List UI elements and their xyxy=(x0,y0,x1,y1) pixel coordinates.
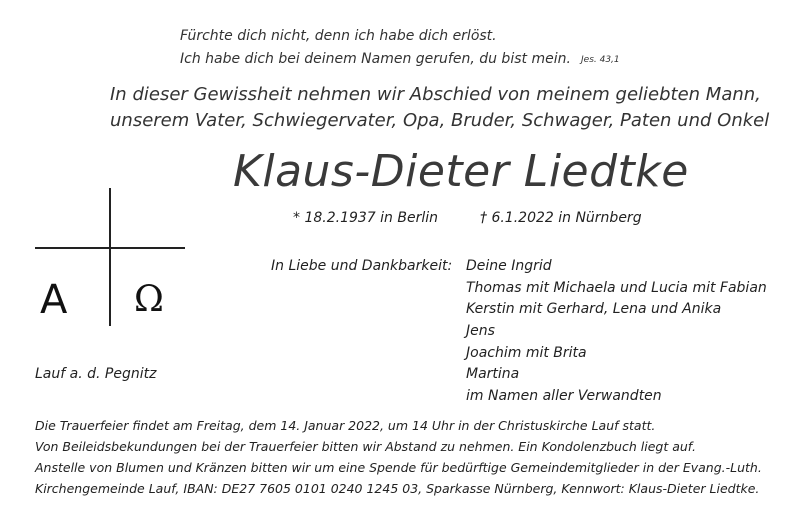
footer-line: Die Trauerfeier findet am Freitag, dem 14. Januar 2022, um 14 Uhr in der Christuskirche Lauf statt. xyxy=(35,418,656,433)
mourner-item: im Namen aller Verwandten xyxy=(466,388,662,404)
deceased-name: Klaus-Dieter Liedtke xyxy=(233,146,689,197)
location: Lauf a. d. Pegnitz xyxy=(35,366,157,382)
mourner-item: Thomas mit Michaela und Lucia mit Fabian xyxy=(466,280,767,296)
intro-line-1: In dieser Gewissheit nehmen wir Abschied von meinem geliebten Mann, xyxy=(110,84,761,105)
verse-reference: Jes. 43,1 xyxy=(581,55,620,65)
verse-line-2: Ich habe dich bei deinem Namen gerufen, du bist mein. xyxy=(180,51,571,67)
mourner-item: Joachim mit Brita xyxy=(466,345,587,361)
verse-line-1: Fürchte dich nicht, denn ich habe dich erlöst. xyxy=(180,28,497,44)
death-date: † 6.1.2022 in Nürnberg xyxy=(480,210,642,226)
footer-line: Von Beileidsbekundungen bei der Trauerfeier bitten wir Abstand zu nehmen. Ein Kondolenzbuch liegt auf. xyxy=(35,439,696,454)
mourner-item: Kerstin mit Gerhard, Lena und Anika xyxy=(466,301,722,317)
alpha-symbol: A xyxy=(40,277,68,323)
cross-horizontal-bar xyxy=(35,247,185,249)
intro-line-2: unserem Vater, Schwiegervater, Opa, Bruder, Schwager, Paten und Onkel xyxy=(110,110,770,131)
mourner-item: Martina xyxy=(466,366,520,382)
birth-date: * 18.2.1937 in Berlin xyxy=(293,210,438,226)
footer-line: Kirchengemeinde Lauf, IBAN: DE27 7605 0101 0240 1245 03, Sparkasse Nürnberg, Kennwort: Klaus-Dieter Liedtke. xyxy=(35,481,760,496)
mourners-label: In Liebe und Dankbarkeit: xyxy=(271,258,453,274)
mourner-item: Jens xyxy=(466,323,495,339)
footer-line: Anstelle von Blumen und Kränzen bitten wir um eine Spende für bedürftige Gemeindemitglieder in der Evang.-Luth. xyxy=(35,460,762,475)
omega-symbol: Ω xyxy=(134,279,164,320)
mourner-item: Deine Ingrid xyxy=(466,258,552,274)
cross-vertical-bar xyxy=(109,188,111,326)
